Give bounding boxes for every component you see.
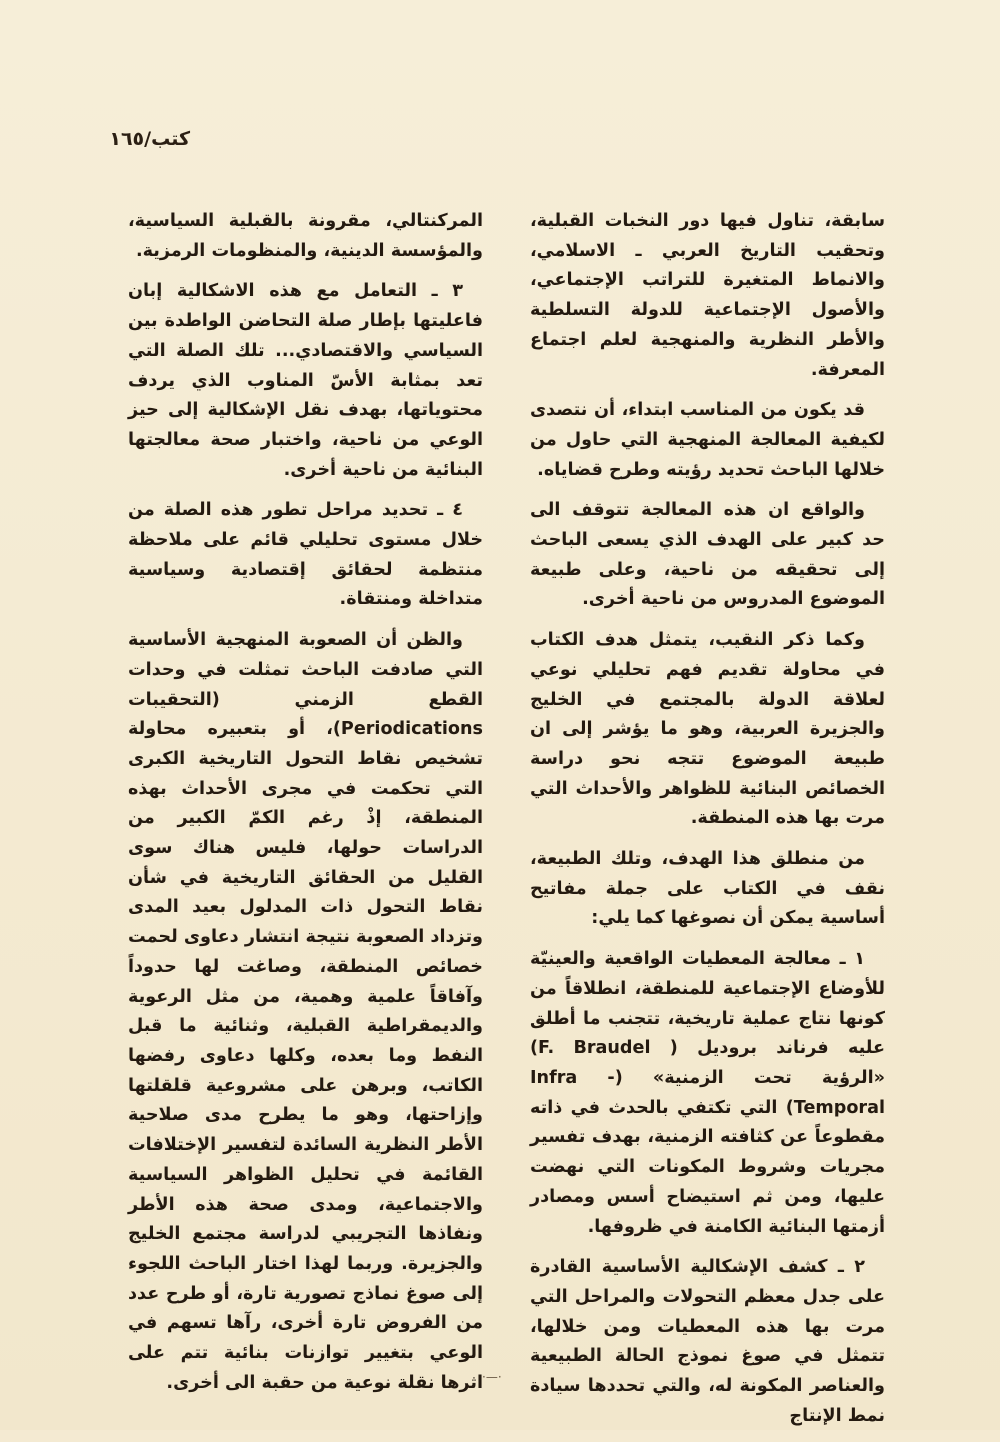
- right-paragraph-4: وكما ذكر النقيب، يتمثل هدف الكتاب في محاولة تقديم فهم تحليلي نوعي لعلاقة الدولة بالمجتمع في الخليج والجزيرة العربية، وهو ما يؤشر إلى ان طبيعة الموضوع تتجه نحو دراسة الخصائص البنائية للظواهر والأحداث التي مرت بها هذه المنطقة.: [530, 630, 885, 829]
- right-paragraph-5: من منطلق هذا الهدف، وتلك الطبيعة، نقف في الكتاب على جملة مفاتيح أساسية يمكن أن نصوغها كما يلي:: [530, 849, 885, 929]
- left-paragraph-1: المركنتالي، مقرونة بالقبلية السياسية، والمؤسسة الدينية، والمنظومات الرمزية.: [128, 211, 483, 261]
- left-paragraph-3: ٤ ـ تحديد مراحل تطور هذه الصلة من خلال مستوى تحليلي قائم على ملاحظة منتظمة لحقائق إقتصادية وسياسية متداخلة ومنتقاة.: [128, 500, 483, 610]
- right-paragraph-3: والواقع ان هذه المعالجة تتوقف الى حد كبير على الهدف الذي يسعى الباحث إلى تحقيقه من ناحية، وعلى طبيعة الموضوع المدروس من ناحية أخرى.: [530, 500, 885, 610]
- right-paragraph-1: سابقة، تناول فيها دور النخبات القبلية، وتحقيب التاريخ العربي ـ الاسلامي، والانماط المتغيرة للتراتب الإجتماعي، والأصول الإجتماعية للدولة التسلطية والأطر النظرية والمنهجية لعلم اجتماع المعرفة.: [530, 211, 885, 380]
- right-paragraph-2: قد يكون من المناسب ابتداء، أن نتصدى لكيفية المعالجة المنهجية التي حاول من خلالها الباحث تحديد رؤيته وطرح قضاياه.: [530, 400, 885, 480]
- right-paragraph-6: ١ ـ معالجة المعطيات الواقعية والعينيّة للأوضاع الإجتماعية للمنطقة، انطلاقاً من كونها نتاج عملية تاريخية، تتجنب ما أطلق عليه فرناند بروديل ( F. Braudel) «الرؤية تحت الزمنية» (Infra - Temporal) التي تكتفي بالحدث في ذاته مقطوعاً عن كثافته الزمنية، بهدف تفسير مجريات وشروط المكونات التي نهضت عليها، ومن ثم استيضاح أسس ومصادر أزمتها البنائية الكامنة في ظروفها.: [530, 949, 885, 1237]
- left-column: [128, 207, 483, 1409]
- left-paragraph-2: ٣ ـ التعامل مع هذه الاشكالية إبان فاعليتها بإطار صلة التحاضن الواطدة بين السياسي والاقتصادي... تلك الصلة التي تعد بمثابة الأسّ المناوب الذي يردف محتوياتها، بهدف نقل الإشكالية إلى حيز الوعي من ناحية، واختبار صحة معالجتها البنائية من ناحية أخرى.: [128, 281, 483, 480]
- scan-mark: ·—·: [482, 1370, 502, 1384]
- running-header: كتب/١٦٥: [109, 128, 190, 150]
- left-paragraph-4: والظن أن الصعوبة المنهجية الأساسية التي صادفت الباحث تمثلت في وحدات القطع الزمني (التحقيبات Periodications)، أو بتعبيره محاولة تشخيص نقاط التحول التاريخية الكبرى التي تحكمت في مجرى الأحداث بهذه المنطقة، إذْ رغم الكمّ الكبير من الدراسات حولها، فليس هناك سوى القليل من الحقائق التاريخية في شأن نقاط التحول ذات المدلول بعيد المدى وتزداد الصعوبة نتيجة انتشار دعاوى لحمت خصائص المنطقة، وصاغت لها حدوداً وآفاقاً علمية وهمية، من مثل الرعوية والديمقراطية القبلية، وثنائية ما قبل النفط وما بعده، وكلها دعاوى رفضها الكاتب، وبرهن على مشروعية قلقلتها وإزاحتها، وهو ما يطرح مدى صلاحية الأطر النظرية السائدة لتفسير الإختلافات القائمة في تحليل الظواهر السياسية والاجتماعية، ومدى صحة هذه الأطر ونفاذها التجريبي لدراسة مجتمع الخليج والجزيرة. وربما لهذا اختار الباحث اللجوء إلى صوغ نماذج تصورية تارة، أو طرح عدد من الفروض تارة أخرى، رآها تسهم في الوعي بتغيير توازنات بنائية تتم على اثرها نقلة نوعية من حقبة الى أخرى.: [128, 630, 483, 1393]
- right-column: [530, 207, 885, 1442]
- right-paragraph-7: ٢ ـ كشف الإشكالية الأساسية القادرة على جدل معظم التحولات والمراحل التي مرت بها هذه المعطيات ومن خلالها، تتمثل في صوغ نموذج الحالة الطبيعية والعناصر المكونة له، والتي تحددها سيادة نمط الإنتاج: [530, 1257, 885, 1426]
